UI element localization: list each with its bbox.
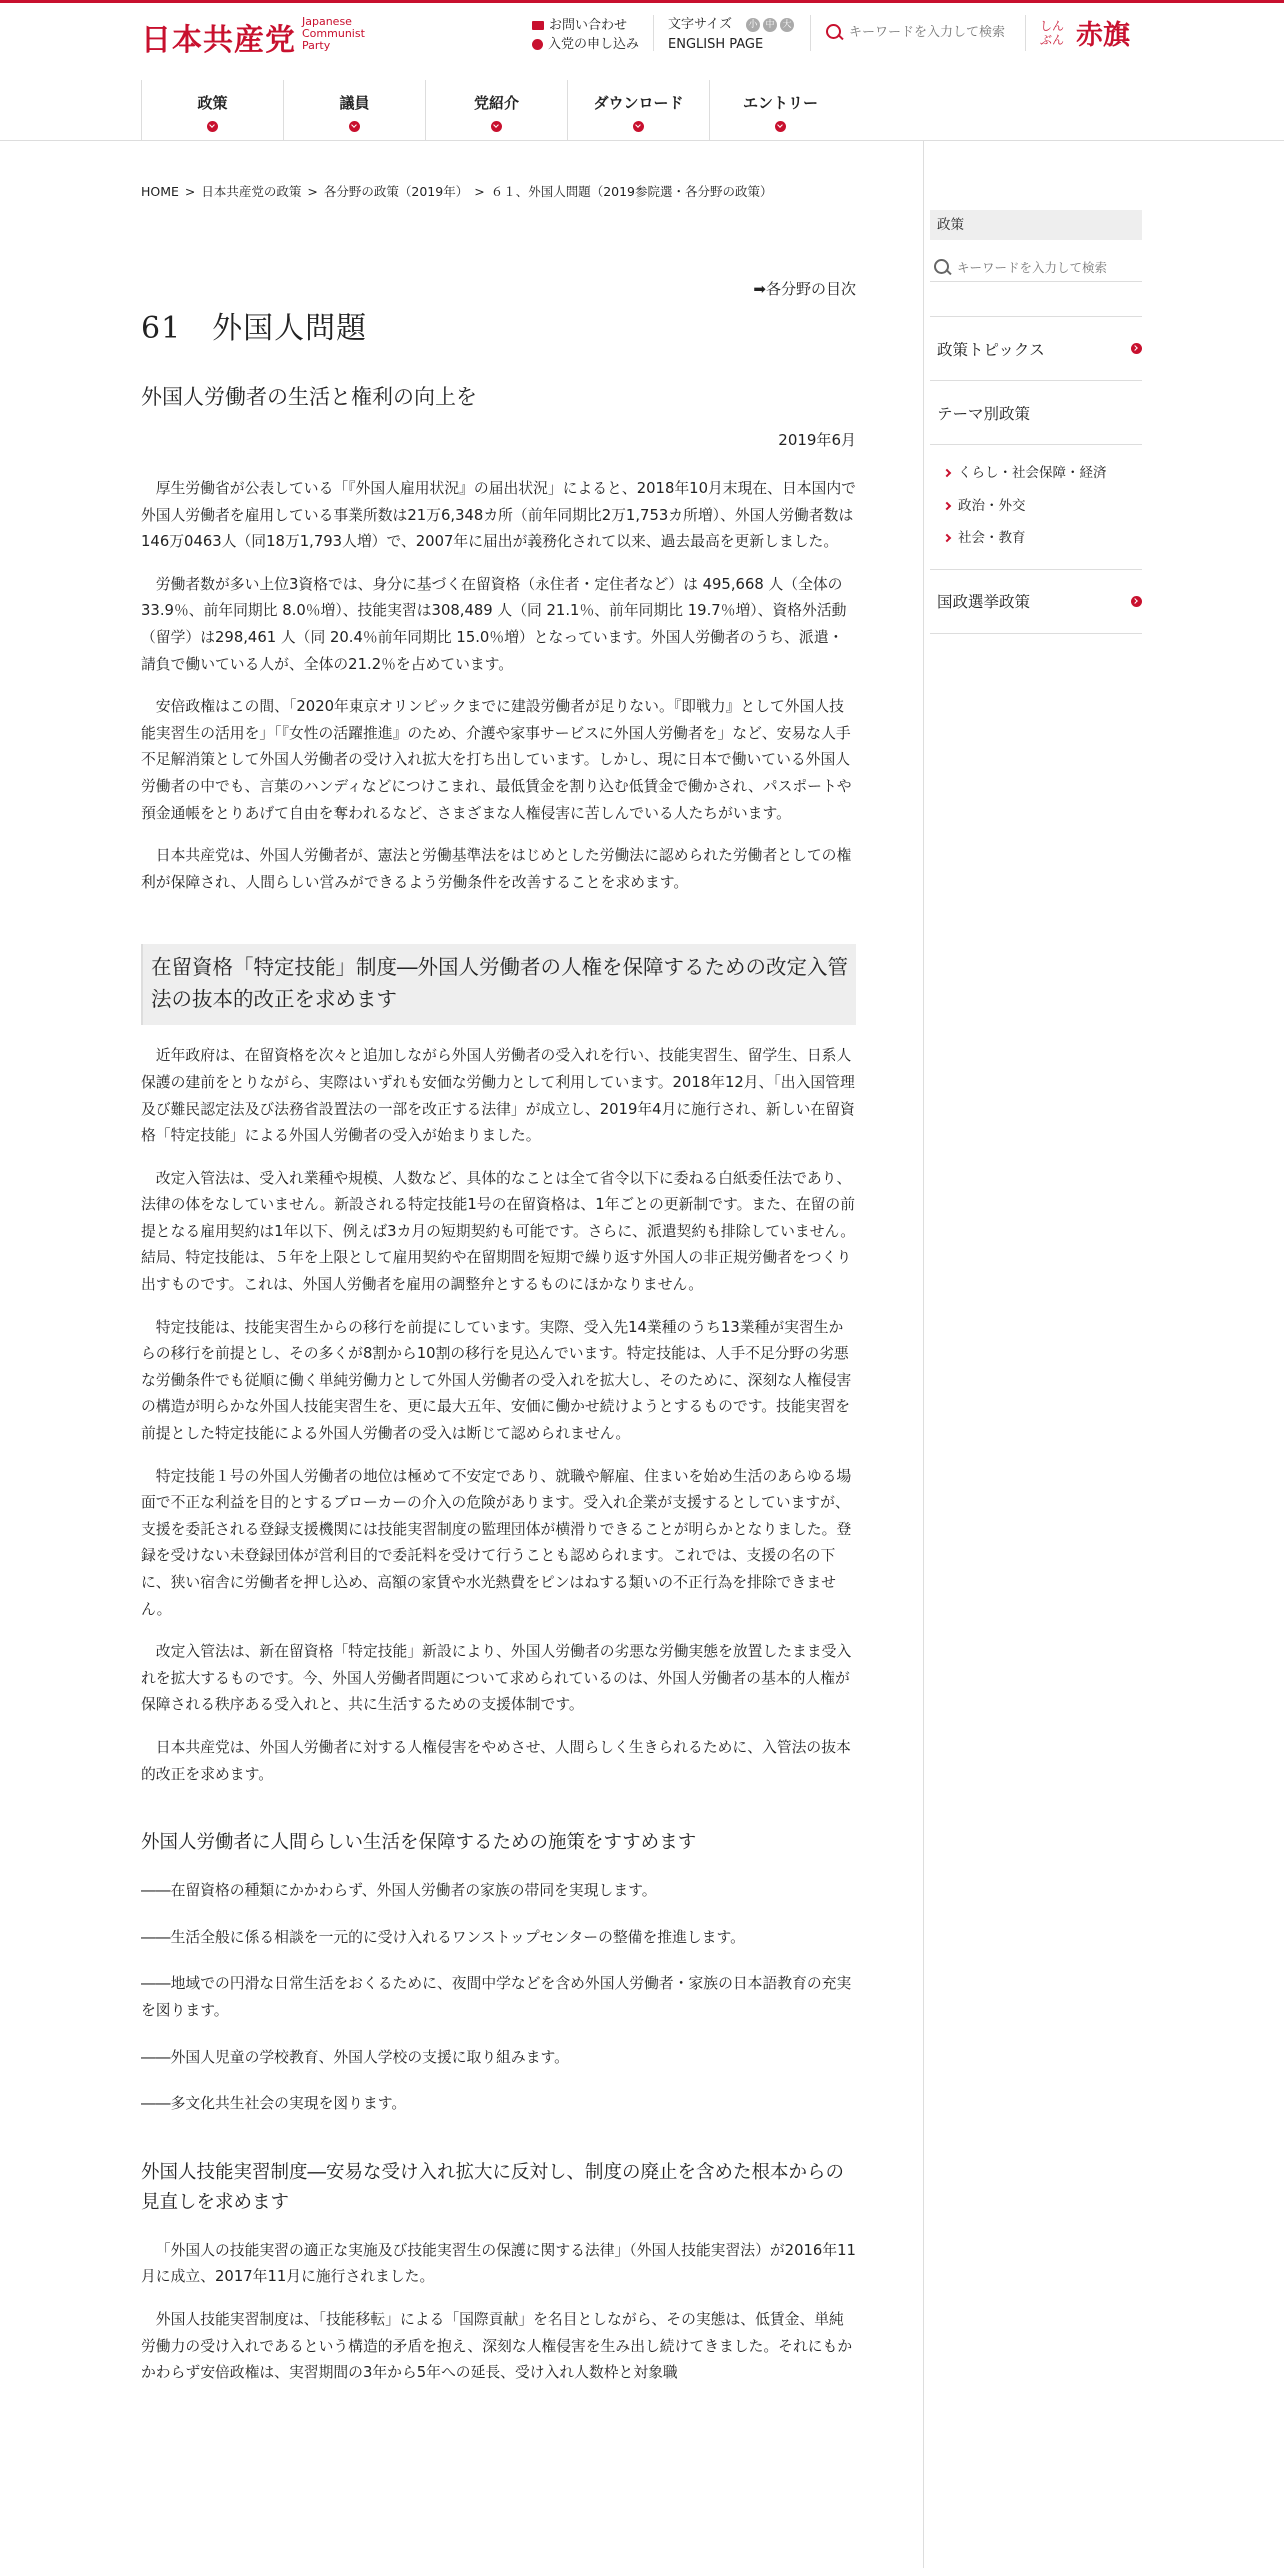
sidebar-item-label: 政策トピックス — [937, 340, 1045, 359]
paragraph: 労働者数が多い上位3資格では、身分に基づく在留資格（永住者・定住者など）は 495,668 人（全体の 33.9％、前年同期比 8.0％増）、技能実習は308,489 人（同 21.1％、前年同期比 19.7％増）、資格外活動（留学）は298,461 人（同 20.4％前年同期比 15.0％増）となっています。外国人労働者のうち、派遣・請負で働いている人が、全体の21.2％を占めています。 — [141, 575, 847, 673]
header-divider — [810, 15, 811, 51]
sidebar-subitem-label: 政治・外交 — [958, 497, 1026, 514]
sidebar-subitem-politics[interactable] — [944, 490, 1142, 523]
breadcrumb-home[interactable]: HOME — [141, 184, 179, 199]
logo-sub-line: Communist — [302, 27, 365, 40]
header-search — [826, 21, 1016, 43]
list-item: ――在留資格の種類にかかわらず、外国人労働者の家族の帯同を実現します。 — [141, 1882, 657, 1900]
arrow-circle-icon — [532, 39, 543, 50]
paragraph: 特定技能１号の外国人労働者の地位は極めて不安定であり、就職や解雇、住まいを始め生活のあらゆる場面で不正な利益を目的とするブローカーの介入の危険があります。受入れ企業が支援するとしていますが、支援を委託される登録支援機関には技能実習制度の監理団体が横滑りできることが明らかとなりました。登録を受けない未登録団体が営利目的で委託料を受けて行うことも認められます。これでは、支援の名の下に、狭い宿舎に労働者を押し込め、高額の家賃や水光熱費をピンはねする類いの不正行為を排除できません。 — [141, 1467, 852, 1618]
breadcrumb-current: ６１、外国人問題（2019参院選・各分野の政策） — [490, 184, 773, 199]
contact-label: お問い合わせ — [549, 18, 628, 33]
sidebar-theme-list — [930, 445, 1142, 569]
article-date: 2019年6月 — [778, 431, 856, 449]
breadcrumb — [141, 182, 773, 200]
akahata-logo: 赤旗 — [1076, 20, 1130, 51]
font-small-button[interactable]: 小 — [746, 18, 760, 32]
site-header — [0, 3, 1284, 65]
sidebar-item-election[interactable] — [930, 570, 1142, 633]
sidebar-subitem-label: くらし・社会保障・経済 — [958, 465, 1107, 481]
sidebar-search — [930, 254, 1142, 282]
join-link[interactable] — [532, 35, 639, 54]
article-body — [141, 381, 856, 2403]
page-title: 61 外国人問題 — [141, 311, 368, 346]
site-logo[interactable]: 日本共産党 — [141, 23, 296, 58]
breadcrumb-separator: > — [474, 184, 485, 199]
english-page-link[interactable]: ENGLISH PAGE — [668, 37, 764, 52]
breadcrumb-item[interactable]: 各分野の政策（2019年） — [323, 184, 469, 199]
chevron-right-icon — [943, 534, 951, 542]
header-divider-line — [0, 140, 1284, 141]
chevron-down-icon — [775, 121, 786, 132]
logo-subtitle — [302, 16, 365, 52]
paragraph: 厚生労働省が公表している「『外国人雇用状況』の届出状況」によると、2018年10月末現在、日本国内で外国人労働者を雇用している事業所数は21万6,348カ所（前年同期比2万1,753カ所増）、外国人労働者数は146万0463人（同18万1,793人増）で、2007年に届出が義務化されて以来、過去最高を更新しました。 — [141, 480, 856, 551]
paragraph: 「外国人の技能実習の適正な実施及び技能実習生の保護に関する法律」（外国人技能実習法）が2016年11月に成立、2017年11月に施行されました。 — [141, 2241, 856, 2286]
paragraph: 特定技能は、技能実習生からの移行を前提にしています。実際、受入先14業種のうち13業種が実習生からの移行を前提とし、その多くが8割から10割の移行を見込んでいます。特定技能は、人手不足分野の劣悪な労働条件でも従順に働く単純労働力として外国人労働者の受入れを拡大し、そのために、深刻な人権侵害の構造が明らかな外国人技能実習生を、更に最大五年、安価に働かせ続けようとするものです。技能実習を前提とした特定技能による外国人労働者の受入は断じて認められません。 — [141, 1318, 852, 1443]
font-large-button[interactable]: 大 — [780, 18, 794, 32]
search-icon[interactable] — [826, 24, 843, 41]
paragraph: 改定入管法は、新在留資格「特定技能」新設により、外国人労働者の劣悪な労働実態を放置したまま受入れを拡大するものです。今、外国人労働者問題について求められているのは、外国人労働者の基本的人権が保障される秩序ある受入れと、共に生活するための支援体制です。 — [141, 1643, 852, 1714]
contact-link[interactable] — [532, 16, 639, 35]
join-label: 入党の申し込み — [548, 37, 640, 52]
sidebar-heading: 政策 — [930, 210, 1142, 240]
chevron-right-icon — [943, 469, 951, 477]
paragraph: 外国人技能実習制度は、「技能移転」による「国際貢献」を名目としながら、その実態は、低賃金、単純労働力の受け入れであるという構造的矛盾を抱え、深刻な人権侵害を生み出し続けてきました。それにもかかわらず安倍政権は、実習期間の3年から5年への延長、受け入れ人数枠と対象職 — [141, 2310, 853, 2382]
nav-item-download[interactable] — [567, 80, 709, 140]
main-nav — [141, 80, 851, 142]
subsection-heading: 外国人技能実習制度―安易な受け入れ拡大に反対し、制度の廃止を含めた根本からの見直しを求めます — [141, 2161, 845, 2213]
chevron-right-icon — [1131, 343, 1142, 354]
nav-item-label: 党紹介 — [473, 94, 519, 112]
nav-item-policy[interactable] — [141, 80, 283, 140]
header-search-input[interactable] — [849, 25, 1009, 40]
font-size-control — [668, 15, 794, 55]
chevron-down-icon — [491, 121, 502, 132]
article-subtitle: 外国人労働者の生活と権利の向上を — [141, 385, 477, 409]
nav-item-label: 議員 — [339, 94, 370, 112]
logo-sub-line: Party — [302, 39, 331, 52]
paragraph: 近年政府は、在留資格を次々と追加しながら外国人労働者の受入れを行い、技能実習生、留学生、日系人保護の建前をとりながら、実際はいずれも安価な労働力として利用しています。2018年12月、「出入国管理及び難民認定法及び法務省設置法の一部を改正する法律」が成立し、2019年4月に施行され、新しい在留資格「特定技能」による外国人労働者の受入が始まりました。 — [141, 1047, 855, 1145]
paragraph: 改定入管法は、受入れ業種や規模、人数など、具体的なことは全て省令以下に委ねる白紙委任法であり、法律の体をなしていません。新設される特定技能1号の在留資格は、1年ごとの更新制です。また、在留の前提となる雇用契約は1年以下、例えば3カ月の短期契約も可能です。さらに、派遣契約も排除していません。結局、特定技能は、５年を上限として雇用契約や在留期間を短期で繰り返す外国人の非正規労働者をつくり出すものです。これは、外国人労働者を雇用の調整弁とするものにほかなりません。 — [141, 1169, 855, 1294]
mail-icon — [532, 21, 544, 30]
akahata-small-label: しんぶん — [1040, 18, 1065, 47]
subsection-heading: 外国人労働者に人間らしい生活を保障するための施策をすすめます — [141, 1832, 697, 1854]
sidebar-item-label: 国政選挙政策 — [937, 593, 1031, 611]
nav-item-label: エントリー — [742, 94, 818, 112]
list-item: ――多文化共生社会の実現を図ります。 — [141, 2095, 407, 2113]
sidebar-divider — [923, 141, 924, 2568]
sidebar-subitem-society[interactable] — [944, 522, 1142, 555]
akahata-link[interactable] — [1040, 13, 1130, 52]
sidebar-item-topics[interactable] — [930, 317, 1142, 380]
header-links — [532, 16, 639, 54]
nav-item-label: 政策 — [197, 94, 228, 112]
chevron-down-icon — [633, 121, 644, 132]
breadcrumb-separator: > — [184, 184, 196, 199]
nav-item-members[interactable] — [283, 80, 425, 140]
section-heading: 在留資格「特定技能」制度―外国人労働者の人権を保障するための改定入管法の抜本的改正を求めます — [141, 944, 856, 1025]
chevron-right-icon — [1131, 596, 1142, 607]
logo-sub-line: Japanese — [302, 15, 352, 28]
nav-item-entry[interactable] — [709, 80, 851, 140]
sidebar — [930, 210, 1142, 634]
chevron-right-icon — [943, 502, 951, 510]
sidebar-item-theme[interactable] — [930, 381, 1142, 444]
header-divider — [1025, 15, 1026, 51]
paragraph: 日本共産党は、外国人労働者が、憲法と労働基準法をはじめとした労働法に認められた労働者としての権利が保障され、人間らしい営みができるよう労働条件を改善することを求めます。 — [141, 847, 852, 891]
breadcrumb-item[interactable]: 日本共産党の政策 — [201, 184, 302, 199]
sidebar-search-input[interactable] — [957, 260, 1137, 275]
header-divider — [653, 15, 654, 51]
list-item: ――生活全般に係る相談を一元的に受け入れるワンストップセンターの整備を推進します。 — [141, 1928, 745, 1946]
sidebar-subitem-label: 社会・教育 — [958, 530, 1026, 546]
list-item: ――地域での円滑な日常生活をおくるために、夜間中学などを含め外国人労働者・家族の日本語教育の充実を図ります。 — [141, 1975, 852, 2019]
toc-link[interactable]: ➡各分野の目次 — [753, 280, 856, 298]
breadcrumb-separator: > — [307, 184, 318, 199]
nav-item-about[interactable] — [425, 80, 567, 140]
chevron-down-icon — [207, 121, 218, 132]
search-icon[interactable] — [934, 259, 951, 276]
font-medium-button[interactable]: 中 — [763, 18, 777, 32]
paragraph: 日本共産党は、外国人労働者に対する人権侵害をやめさせ、人間らしく生きられるために、入管法の抜本的改正を求めます。 — [141, 1738, 851, 1783]
sidebar-separator — [930, 633, 1142, 634]
sidebar-item-label: テーマ別政策 — [937, 404, 1031, 423]
chevron-down-icon — [349, 121, 360, 132]
font-size-label: 文字サイズ — [668, 17, 732, 32]
list-item: ――外国人児童の学校教育、外国人学校の支援に取り組みます。 — [141, 2048, 569, 2066]
nav-item-label: ダウンロード — [593, 94, 684, 112]
sidebar-subitem-life[interactable] — [944, 457, 1142, 490]
paragraph: 安倍政権はこの間、「2020年東京オリンピックまでに建設労働者が足りない。『即戦力』として外国人技能実習生の活用を」「『女性の活躍推進』のため、介護や家事サービスに外国人労働者を」など、安易な人手不足解消策として外国人労働者の受け入れ拡大を打ち出しています。しかし、現に日本で働いている外国人労働者の中でも、言葉のハンディなどにつけこまれ、最低賃金を割り込む低賃金で働かされ、パスポートや預金通帳をとりあげて自由を奪われるなど、さまざまな人権侵害に苦しんでいる人たちがいます。 — [141, 698, 852, 822]
